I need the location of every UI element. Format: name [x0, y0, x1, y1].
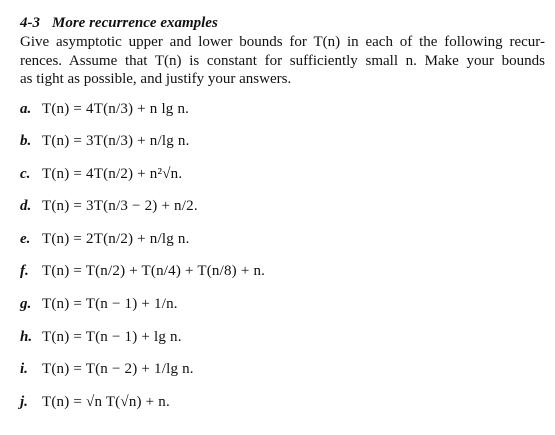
problem-number: 4-3 — [20, 15, 40, 31]
item-label: c. — [20, 165, 31, 182]
recurrence-expression: T(n) = T(n − 1) + 1/n. — [42, 296, 178, 313]
recurrence-item — [20, 101, 545, 134]
item-label: f. — [20, 263, 29, 280]
problem-intro — [20, 33, 545, 89]
recurrence-expression: T(n) = T(n − 1) + lg n. — [42, 328, 182, 345]
item-label: a. — [20, 100, 32, 117]
recurrence-expression: T(n) = 3T(n/3 − 2) + n/2. — [42, 198, 198, 215]
recurrence-expression: T(n) = 4T(n/2) + n²√n. — [42, 165, 183, 182]
item-label: j. — [20, 393, 28, 410]
recurrence-expression: T(n) = 3T(n/3) + n/lg n. — [42, 133, 190, 150]
recurrence-item — [20, 263, 545, 296]
problem-title: More recurrence examples — [52, 15, 218, 31]
intro-line: rences. Assume that T(n) is constant for sufficiently small n. Make your bounds — [20, 52, 545, 69]
problem-heading — [20, 14, 545, 33]
recurrence-list — [20, 101, 545, 427]
recurrence-expression: T(n) = T(n − 2) + 1/lg n. — [42, 361, 194, 378]
problem-block — [20, 14, 545, 426]
recurrence-expression: T(n) = 4T(n/3) + n lg n. — [42, 100, 190, 117]
recurrence-item — [20, 166, 545, 199]
recurrence-item — [20, 198, 545, 231]
item-label: i. — [20, 361, 28, 378]
item-label: b. — [20, 133, 32, 150]
recurrence-expression: T(n) = 2T(n/2) + n/lg n. — [42, 230, 190, 247]
recurrence-item — [20, 329, 545, 362]
recurrence-item — [20, 231, 545, 264]
recurrence-item — [20, 361, 545, 394]
item-label: g. — [20, 296, 32, 313]
recurrence-item — [20, 133, 545, 166]
item-label: e. — [20, 230, 31, 247]
intro-line: Give asymptotic upper and lower bounds for T(n) in each of the following recur- — [20, 34, 545, 50]
recurrence-item — [20, 394, 545, 427]
item-label: h. — [20, 328, 33, 345]
recurrence-item — [20, 296, 545, 329]
item-label: d. — [20, 198, 32, 215]
recurrence-expression: T(n) = √n T(√n) + n. — [42, 393, 170, 410]
recurrence-expression: T(n) = T(n/2) + T(n/4) + T(n/8) + n. — [42, 263, 266, 280]
intro-line: as tight as possible, and justify your answers. — [20, 71, 292, 87]
